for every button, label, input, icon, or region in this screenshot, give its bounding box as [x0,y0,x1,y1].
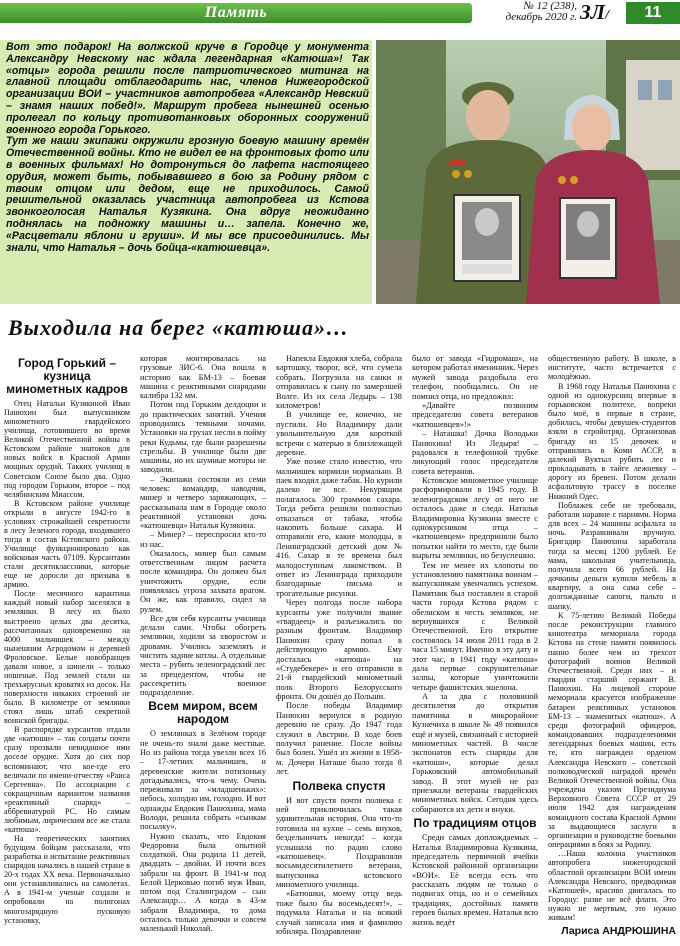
paragraph: Уже позже стало известно, что мальчишек кормили норма́льно. В паек входил даже табак. Но курили далеко не все. Некурящим полагалось 300 граммов сахара. Тогда ребята решили полностью отказаться от табака, чтобы накопить больше сахара. И отправили его, какие молодцы, в Ленинградский детский дом № 416. Сахар в те времена был малодоступным лакомством. В ответ из Ленинграда приходили благодарные письма и трогательные рисунки. [276,457,402,598]
paragraph: А за два с половиной десятилетия до открытия памятника в микрорайоне Кузнечиха в школе № 49 появился ещё и музей, связанный с историей минометных частей. В числе экспонатов есть снаряды для «катюши», которые делал Горьковский автомобильный завод. В этот музей не раз приезжали ветераны гвардейских минометных войск. Сегодня здесь собираются их дети и внуки. [412,692,538,814]
paragraph: – Наташка! Дочка Володьки Панюхина! Из Ледыря! – радовался в телефонной трубке ликующий голос председателя совета ветеранов. [412,429,538,476]
paragraph: Отец Натальи Кузякиной Иван Панюхин был выпускником минометного гвардейского училища, готовившего во время Великой Отечественной войны в Кстовском районе знатоков для новых войск в Красной Армии мощных орудий. Такких училищ в Советском Союзе было два. Одно под городом Горьким, второе – под челябинским Миассом. [4,399,130,499]
paragraph: В Кстовском районе училище открыли в августе 1942-го в условиях строжайшей секретности в лесу Зеленого города, входившего тогда в состав Кстовского района. Училище функционировало как войсковая часть 07109. Курсантами стали десятиклассники, которые еще не доросли до призыва в армию. [4,498,130,590]
paragraph: После победы Владимир Панюхин вернулся в родную деревню не сразу. До 1947 года служил в Австрии. В ходе боев получил ранение. После войны был болен. Ушёл из жизни в 1958-м. Дочери Наташе было тогда 8 лет. [276,701,402,777]
subheading-gorky: Город Горький – кузница минометных кадров [6,356,128,396]
paragraph: О землянках в Зелёном городе не очень-то знали даже местные. Но из района тогда увезли всех 16 – 17-летних мальчишек, и деревенские жители потихоньку догадывались, что-к чему. Очень переживали за «младшеньких»: небось, холодно им, голодно. И вот однажды Евдокия Панюхина, мама Володи, решила собрать «сынкам посылку». [140,729,266,832]
article-column-2 [140,354,266,934]
section-title: Память [204,4,268,21]
photo-women-with-portraits [376,40,680,304]
paragraph: Нужно сказать, что Евдокия Федоровна была опытной солдаткой. Она родила 11 детей, двадцать – двойни. И почти всех забрали на фронт. В 1941-м под Белой Церковью погиб муж Иван, потом под Сталинградом – сын Александр… А когда в 43-м забрали Владимира, то дома осталось только девочки и совсем маленький Николай. [140,831,266,934]
intro-text [6,42,369,254]
paragraph: – Минер? – переспросил кто-то из нас. [140,530,266,549]
paragraph: В 1968 году Наталья Панюхина с одной из однокурсниц впервые в горьковском политехе, вопреки было моё, в первые в стране, добилась, чтобы девушек-студентов взяли в стройотряд. Организовав бригаду из 15 девочек и отправились в Коми АССР, в далекий Вуктыл рубить лес и прокладывать в тайге лежневку – дорогу из бревен. Потом делали асфальтовую трассу в поселке Нижний Одес. [548,381,676,501]
article-column-1 [4,354,130,925]
paragraph: И вот спустя почти полвека с ней приключилась такая удивительная история. Она что-то готовила на кухне – семь внуков, бездельничать некогда! – когда услышала по радио слово «катюшевец». Поздравляли восьмидесятилетнего ветерана, выпускника кстовского минометного училища. [276,795,402,890]
paragraph: общественную работу. В школе, в институте, часто встречается с молодёжью. [548,354,676,382]
page-header [0,0,680,26]
paragraph: Через полгода после набора курсанты уже получили звание «гвардеец» и разъезжались по разным фронтам. Владимир Панюхин сразу попал в действующую армию. Ему досталась «катюша» на «Студебекере» и его отправили в 21-й гвардейский минометный полк Второго Белорусского фронта. Он дошёл до Польши. [276,598,402,702]
paragraph: В распорядке курсантов отдали две «катюши» – так солдаты почти сразу прозвали невиданное ими доселе орудие. Хотя до сих пор вспоминают, что кое-где его величали по имени-отчеству «Раиса Сергеевна». По ассоциации с сокращенным вариантом названия «реактивный снаряд» – аббревиатурой РС. Но самым любимым, лирическим все же стала «катюша». [4,725,130,834]
issue-date: декабрь 2020 г. [505,11,577,23]
paragraph: Оказалось, минер был самым ответственным лицом расчета после командира. Он должен был уничтожить орудие, если появлялась угроза захвата врагом. Он же, как правило, сидел за рулем. [140,548,266,614]
issue-number: № 12 (238), [523,0,577,12]
article-column-3 [276,354,402,936]
page-number: 11 [626,2,680,24]
paragraph: которая монтировалась на грузовые ЗИС-6. Она вошла в историю как БМ-13 – боевая машина с реактивными снарядами калибра 132 мм. [140,354,266,401]
intro-paragraph: Вот это подарок! На волжской круче в Городце у монумента Александру Невскому нас ждала легендарная «Катюша»! Так «отцы» города решили после патриотического митинга на главной площади отблагодарить нас, членов Нижегородской организации ВОИ – участников автопробега «Александр Невский – знамя наших побед!». Маршрут пробега нынешней осенью пролегал по кольцу противотанковых оборонных сооружений военного города Горького. [6,41,369,136]
intro-paragraph: Тут же наши экипажи окружили грозную боевую машину времён Отечественной войны. Кто не видел ее на фронтовых фото или в военных фильмах! Но дотронуться до лафета настоящего орудия, может быть, побывавшего в бою за Родину рядом с твоим отцом или дедом, еще не приходилось. Самой решительной оказалась участница автопробега из Кстова звонкоголосая Наталья Кузякина. Она вдруг неожиданно поднялась на подножку машины и… запела. Конечно же, «Расцветали яблони и груши». И мы все присоединились. Мы знали, что Наталья – дочь бойца-«катюшевца». [6,135,369,254]
paragraph: было от завода «Гидромаш», на котором работал именинник. Через мужей завода раздобыла его телефон, пообщались. Он не помнил отца, но предложил: [412,354,538,401]
paragraph: После месячного карантина каждый новый набор заселялся в землянки. В лесу их было выстроено целых два десятка, рассчитанных одновременно на 4000 мальчишек – между нынешним Агродомом и деревней Фроловское. Белые новобранцев давали новое, а шинели – только ношеные. Под землей стали на трехъярусных кроватях из досок. На поверхности никаких строений не было. В километре от землянки стоял лишь штаб секретной воинской бригады. [4,589,130,726]
paragraph: К 75-летию Великой Победы после реконструкции главного кинотеатра мемориала города Кстова на стене памяти появилось панно более чем из трехсот фотографий воинов Великой Отечественной. Среди них – и гвардии старший сержант В. Панюхин. На лицевой стороне мемориала красуется изображение батареи реактивных установок БМ-13 – знаменитых «катюш». А среди фотографий офицеров, командовавших подразделениями легендарных боевых машин, есть те, кто награжден орденом Александра Невского – советской полководческой наградой времён Великой Отечественной войны. Она учреждена указом Президиума Верховного Совета СССР от 29 июля 1942 для награждения командного состава Красной Армии за выдающиеся заслуги в организации и руководстве боевыми операциями в боях за Родину. [548,610,676,850]
paragraph: Потом под Горьким делдоции и до практических занятий. Учения проводились темными ночами. Установки на грузах несли в пойму реки Кудьмы, где были разрешены стрельбы. В училище были две машины, но их шумные моторы не заводили. [140,400,266,475]
paragraph: Поблажек себе не требовали, работали наравне с парнями. Норма для всех – 24 машины асфальта за ночь. Разравнивали вручную. Бригадир Панюхина заработала тогда за месяц 1200 рублей. Ее мама, школьная учительница, получила всего 66 рублей. На дочкины деньги купили мебель в квартиру, а она сама себе – долгожданные сапоги, пальто и шапку. [548,500,676,611]
article-headline: Выходила на берег «катюша»… [8,315,349,340]
paragraph: «Давайте позвоним председателю совета ветеранов «катюшевцев»!» [412,400,538,429]
issue-info [483,1,577,23]
author-signature: Лариса АНДРЮШИНА [561,924,676,937]
paragraph: «Батюшки, моему отцу ведь тоже было бы восемьдесят!», – подумала Наталья и на всякий случай записала имя и фамилию юбиляра. Поздравление [276,889,402,937]
subheading-half-century: Полвека спустя [292,778,386,793]
paragraph: Кстовское минометное училище расформировали в 1945 году. В зеленоградском лесу от него не осталось даже и следа. Наталья Владимировна Кузякина вместе с однокурсником отца – «катюшевцем» предприняли было попытки найти то место, где были вырыты землянки, но безуспешно. [412,476,538,561]
article-column-5 [548,354,676,937]
subheading-fathers-traditions: По традициям отцов [413,816,537,831]
intro-box [0,40,372,304]
newspaper-logo: ЗЛ/ [580,0,609,24]
paragraph: Напекла Евдокия хлеба, собрала картошку, творог, всё, что сумела собрать. Погрузила на санки и отправилась к сыну по замерзшей Волге. Из их села Ледырь – 138 километров! [276,354,403,410]
subheading-all-people: Всем миром, всем народом [148,699,258,727]
paragraph: Все для себя курсанты училища делали сами. Чтобы обогреть землянки, ходили за хворостом и дровами. Учились заземлять и чистить задние котлы. А отдельные места – рубить зеленоградский лес за прецедентом, чтобы не рассекретить военное подразделение. [140,613,266,698]
paragraph: …Наша колонна участников автопробега нижегородской областной организации ВОИ имени Александра Невского, предводимая «Катюшей», красиво двигалась по Городцу: разве не всё флаги. Это нужно не мертвым, это нужно живым! [548,849,676,923]
paragraph: На теоретических занятиях будущим бойцам рассказали, что разработка и испытание реактивных снарядов начались в нашей стране в 20-х годах XX века. Первоначально они устанавливались на самолетах. А в 1941-м ученые создали и опробовали на полигонах многозарядную пусковую установку, [4,834,130,925]
photo-illustration [376,40,680,304]
paragraph: Среди самых доплождаемых – Наталья Владимировна Кузякина, председатель первичной ячейки Кстовской районной организации «ВОИ». Её всегда есть что рассказать людям не только о подвигах отца, но и о семейных традициях, достойных памяти героев былых времен. Наталья всю жизнь ведёт [412,833,538,927]
paragraph: Тем не менее их хлопоты по установлению памятника воинам – выпускникам увенчались успехом. Памятник был поставлен в старой части города Кстова рядом с обелиском в честь земляков, не вернувшихся с Великой Отечественной. Его открытие состоялось 14 июля 2011 года в 2 часа 15 минут. Именно в эту дату и этот час, в 1941 году «катюша» дала первые сокрушительные залпы, которые уничтожили четыре фашистских эшелона. [412,560,538,692]
paragraph: – Экипажи состояли из семи человек: командир, наводчик, минер и четверо заряжающих, – рассказывала нам в Городце около реактивной установки дочь «катюшевца» Наталья Кузякина. [140,474,266,531]
article-column-4 [412,354,538,927]
paragraph: В училище ее, конечно, не пустили. Но Владимиру дали увольнительную для короткой встречи с матерью в близлежащей деревне. [276,410,402,457]
